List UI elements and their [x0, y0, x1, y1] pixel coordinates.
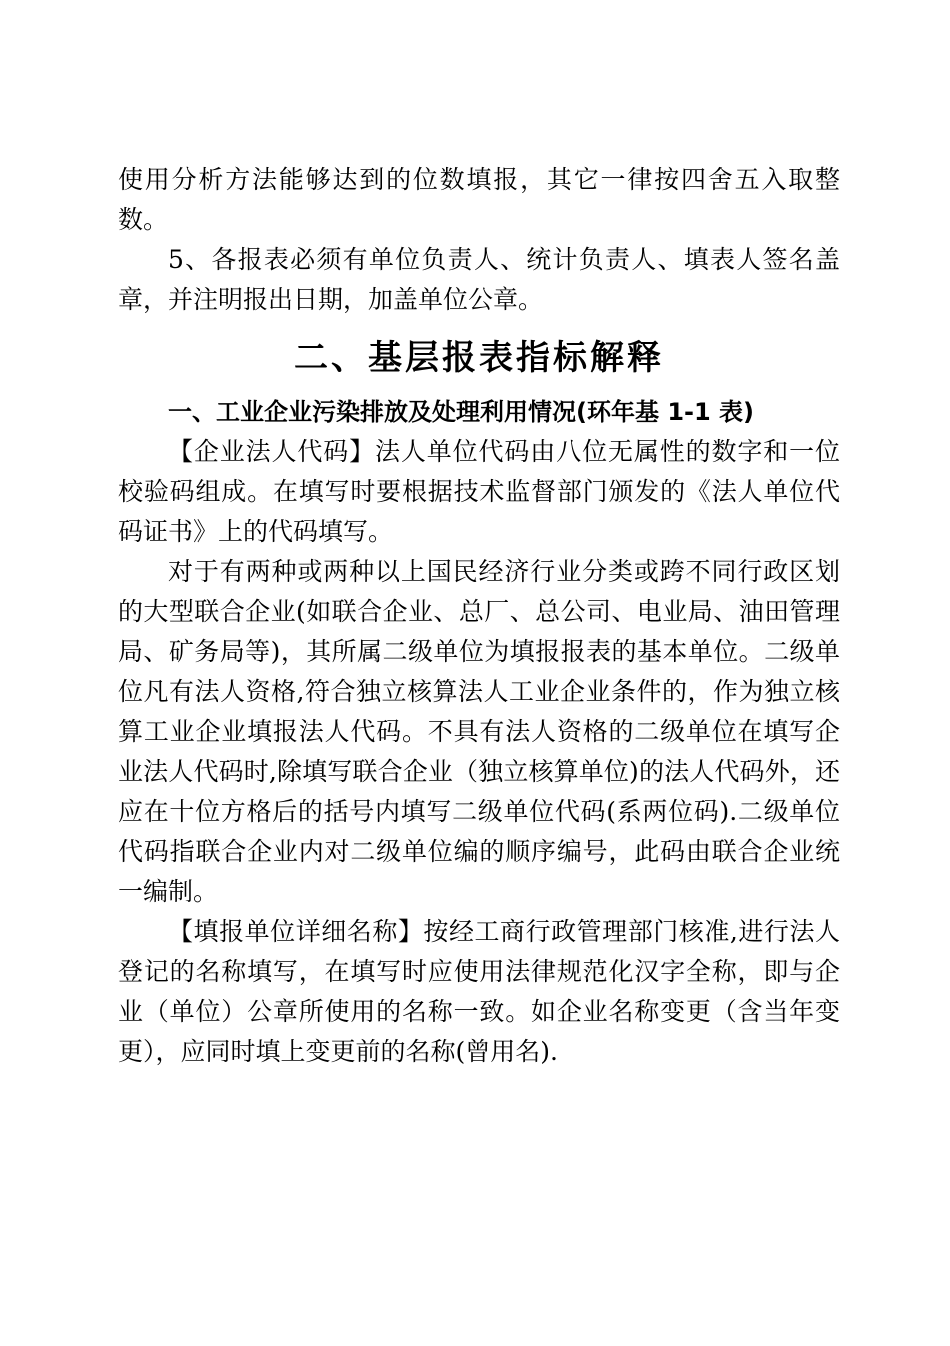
paragraph-secondary-units: 对于有两种或两种以上国民经济行业分类或跨不同行政区划的大型联合企业(如联合企业、总厂、总公司、电业局、油田管理局、矿务局等)，其所属二级单位为填报报表的基本单位。二级单位凡有法人资格,符合独立核算法人工业企业条件的，作为独立核算工业企业填报法人代码。不具有法人资格的二级单位在填写企业法人代码时,除填写联合企业（独立核算单位)的法人代码外，还应在十位方格后的括号内填写二级单位代码(系两位码).二级单位代码指联合企业内对二级单位编的顺序编号，此码由联合企业统一编制。: [118, 557, 840, 906]
paragraph-item-5: 5、各报表必须有单位负责人、统计负责人、填表人签名盖章，并注明报出日期，加盖单位公章。: [118, 245, 840, 314]
section-title: 二、基层报表指标解释: [294, 338, 664, 378]
paragraph-legal-code: 【企业法人代码】法人单位代码由八位无属性的数字和一位校验码组成。在填写时要根据技术监督部门颁发的《法人单位代码证书》上的代码填写。: [118, 437, 840, 546]
paragraph-unit-name: 【填报单位详细名称】按经工商行政管理部门核准,进行法人登记的名称填写，在填写时应使用法律规范化汉字全称，即与企业（单位）公章所使用的名称一致。如企业名称变更（含当年变更），应同时填上变更前的名称(曾用名).: [118, 917, 840, 1066]
subsection-title: 一、工业企业污染排放及处理利用情况(环年基 1-1 表): [168, 398, 755, 426]
paragraph-continued: 使用分析方法能够达到的位数填报，其它一律按四舍五入取整数。: [118, 165, 840, 234]
document-page: [118, 160, 840, 1072]
